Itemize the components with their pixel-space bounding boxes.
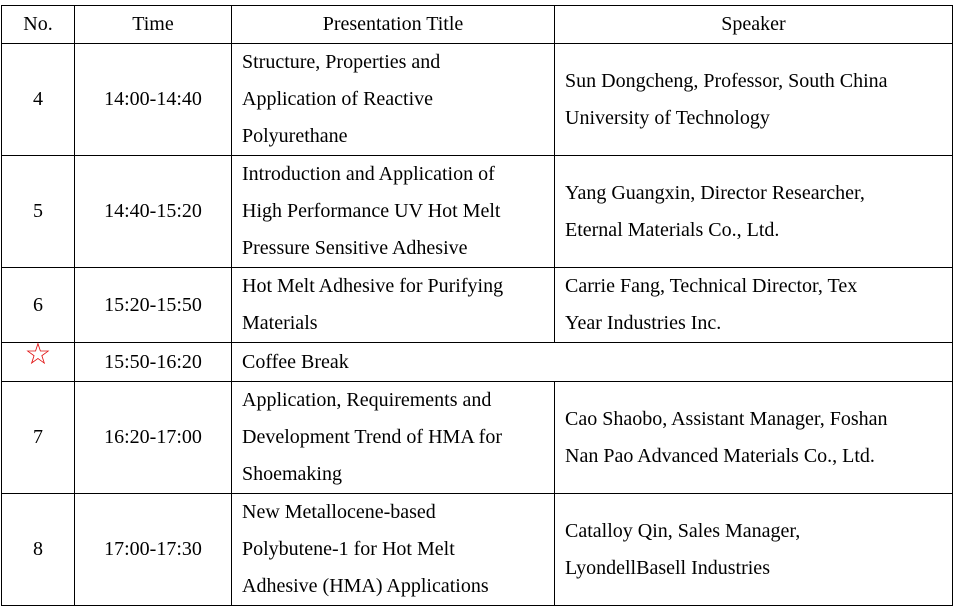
row-time: 14:00-14:40 <box>75 44 232 156</box>
speaker-line: University of Technology <box>565 106 770 129</box>
table-row <box>2 156 953 268</box>
row-number: 8 <box>2 494 75 606</box>
row-title <box>232 382 555 494</box>
row-time: 16:20-17:00 <box>75 382 232 494</box>
table-row <box>2 494 953 606</box>
row-number: 4 <box>2 44 75 156</box>
header-speaker: Speaker <box>555 6 953 44</box>
row-time: 17:00-17:30 <box>75 494 232 606</box>
row-number: 6 <box>2 268 75 343</box>
speaker-line: Cao Shaobo, Assistant Manager, Foshan <box>565 407 888 430</box>
speaker-line: Nan Pao Advanced Materials Co., Ltd. <box>565 444 875 467</box>
row-title <box>232 494 555 606</box>
speaker-line: Carrie Fang, Technical Director, Tex <box>565 275 858 297</box>
row-speaker <box>555 268 953 343</box>
speaker-line: Year Industries Inc. <box>565 312 722 334</box>
speaker-line: Eternal Materials Co., Ltd. <box>565 218 780 241</box>
title-line: High Performance UV Hot Melt <box>242 200 501 222</box>
row-time: 15:50-16:20 <box>75 343 232 382</box>
title-line: Hot Melt Adhesive for Purifying <box>242 275 504 297</box>
header-title: Presentation Title <box>232 6 555 44</box>
row-number: 5 <box>2 156 75 268</box>
row-title <box>232 44 555 156</box>
row-title <box>232 156 555 268</box>
header-time: Time <box>75 6 232 44</box>
speaker-line: Sun Dongcheng, Professor, South China <box>565 69 888 92</box>
title-line: Materials <box>242 312 318 334</box>
title-line: Introduction and Application of <box>242 163 495 185</box>
table-row-break <box>2 343 953 382</box>
table-row <box>2 268 953 343</box>
star-outline-icon: ☆ <box>24 337 52 371</box>
row-time: 14:40-15:20 <box>75 156 232 268</box>
speaker-line: LyondellBasell Industries <box>565 556 770 579</box>
row-speaker <box>555 382 953 494</box>
break-label: Coffee Break <box>232 343 953 382</box>
row-time: 15:20-15:50 <box>75 268 232 343</box>
title-line: Shoemaking <box>242 463 342 485</box>
row-number: 7 <box>2 382 75 494</box>
header-row <box>2 6 953 44</box>
table-row <box>2 382 953 494</box>
title-line: Adhesive (HMA) Applications <box>242 575 489 597</box>
row-title <box>232 268 555 343</box>
agenda-table <box>1 5 953 606</box>
title-line: Polyurethane <box>242 125 348 147</box>
row-speaker <box>555 494 953 606</box>
title-line: Application of Reactive <box>242 88 434 110</box>
title-line: Structure, Properties and <box>242 51 441 73</box>
title-line: Polybutene-1 for Hot Melt <box>242 538 455 560</box>
table-row <box>2 44 953 156</box>
row-speaker <box>555 156 953 268</box>
title-line: Pressure Sensitive Adhesive <box>242 237 468 259</box>
header-no: No. <box>2 6 75 44</box>
speaker-line: Yang Guangxin, Director Researcher, <box>565 181 865 204</box>
speaker-line: Catalloy Qin, Sales Manager, <box>565 519 801 542</box>
row-speaker <box>555 44 953 156</box>
title-line: Application, Requirements and <box>242 389 492 411</box>
title-line: New Metallocene-based <box>242 501 436 523</box>
break-marker-cell <box>2 337 75 382</box>
title-line: Development Trend of HMA for <box>242 426 502 448</box>
